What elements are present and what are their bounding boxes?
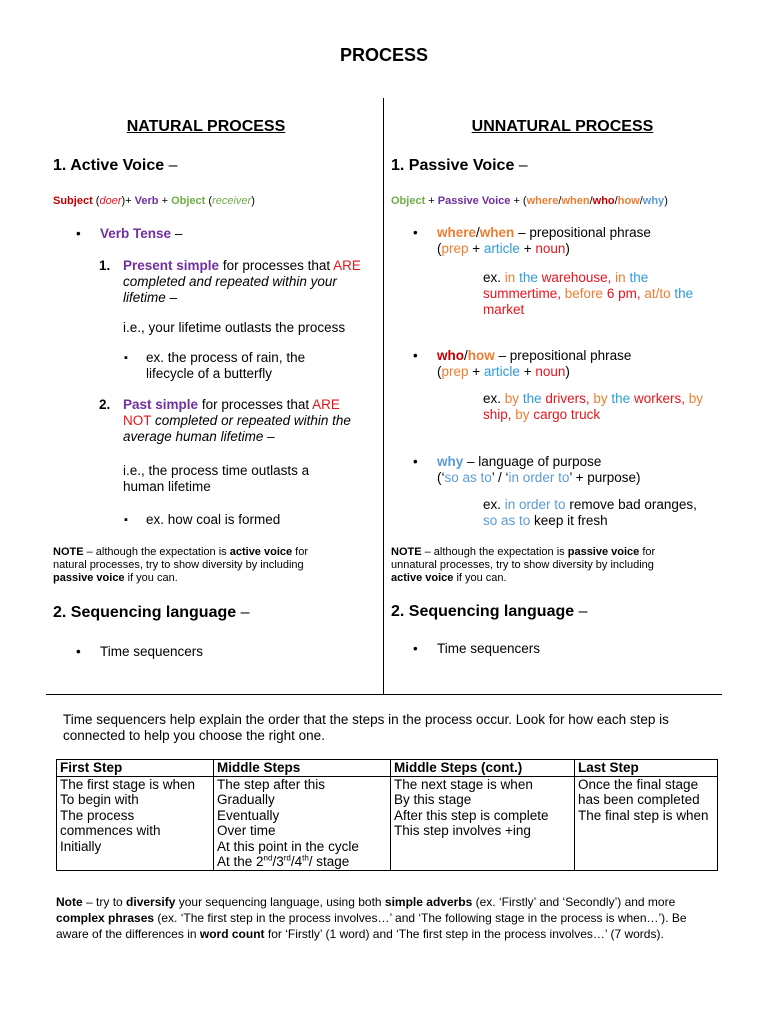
past-example: ▪ ex. how coal is formed [146,512,346,528]
last-step-cell: Once the final stage has been completed The final step is when [575,776,718,870]
where-when-bullet: • where/when – prepositional phrase (prep + article + noun) [437,225,717,257]
table-header: Last Step [575,760,718,777]
present-simple-item: 1. Present simple for processes that ARE completed and repeated within your lifetime – [99,258,361,305]
table-header: Middle Steps (cont.) [391,760,575,777]
who-how-example: ex. by the drivers, by the workers, by ship, by cargo truck [483,391,704,422]
present-ie: i.e., your lifetime outlasts the process [123,320,346,335]
present-example: ▪ ex. the process of rain, the lifecycle of a butterfly [146,350,346,382]
left-time-sequencers-bullet: • Time sequencers [100,644,203,660]
right-note: NOTE – although the expectation is passive voice for unnatural processes, try to show diversity by including active voice if you can. [391,546,656,584]
why-example: ex. in order to remove bad oranges, so as to keep it fresh [483,497,697,528]
time-sequencers-intro: Time sequencers help explain the order that the steps in the process occur. Look for how each step is connected to help you choose the right one. [63,712,669,743]
passive-voice-heading: 1. Passive Voice – [391,157,528,174]
verb-tense-bullet: • Verb Tense – [100,226,182,242]
right-sequencing-heading: 2. Sequencing language – [391,603,588,620]
right-time-sequencers-bullet: • Time sequencers [437,641,540,657]
table-header: Middle Steps [214,760,391,777]
where-when-example: ex. in the warehouse, in the summertime, before 6 pm, at/to the market [483,270,694,317]
unnatural-process-heading: UNNATURAL PROCESS [471,118,654,135]
natural-process-heading: NATURAL PROCESS [126,118,286,135]
first-step-cell: The first stage is when To begin with The process commences with Initially [57,776,214,870]
past-ie: i.e., the process time outlasts a human lifetime [123,463,310,494]
section-divider [46,694,722,695]
page-title: PROCESS [339,45,429,65]
middle-steps-cell: The step after this Gradually Eventually Over time At this point in the cycle At the 2nd/3rd/4th/ stage [214,776,391,870]
time-sequencers-table [56,759,718,871]
column-divider [383,98,384,695]
table-header: First Step [57,760,214,777]
middle-steps-cont-cell: The next stage is when By this stage After this step is complete This step involves +ing [391,776,575,870]
table-header-row [57,760,718,777]
who-how-bullet: • who/how – prepositional phrase (prep + article + noun) [437,348,717,380]
passive-voice-formula: Object + Passive Voice + (where/when/who/how/why) [391,195,668,207]
active-voice-heading: 1. Active Voice – [53,157,178,174]
left-note: NOTE – although the expectation is active voice for natural processes, try to show diversity by including passive voice if you can. [53,546,309,584]
past-simple-item: 2. Past simple for processes that ARE NOT completed or repeated within the average human lifetime – [99,397,351,444]
bottom-note: Note – try to diversify your sequencing language, using both simple adverbs (ex. ‘Firstly’ and ‘Secondly’) and more complex phrases (ex. ‘The first step in the process involves…’ and ‘The following stage in the process is when…’). Be aware of the differences in word count for ‘Firstly’ (1 word) and ‘The first step in the process involves…’ (7 words). [56,895,687,941]
active-voice-formula: Subject (doer)+ Verb + Object (receiver) [53,195,255,207]
table-row [57,776,718,870]
why-bullet: • why – language of purpose (‘so as to’ / ‘in order to’ + purpose) [437,454,717,486]
left-sequencing-heading: 2. Sequencing language – [53,604,250,621]
